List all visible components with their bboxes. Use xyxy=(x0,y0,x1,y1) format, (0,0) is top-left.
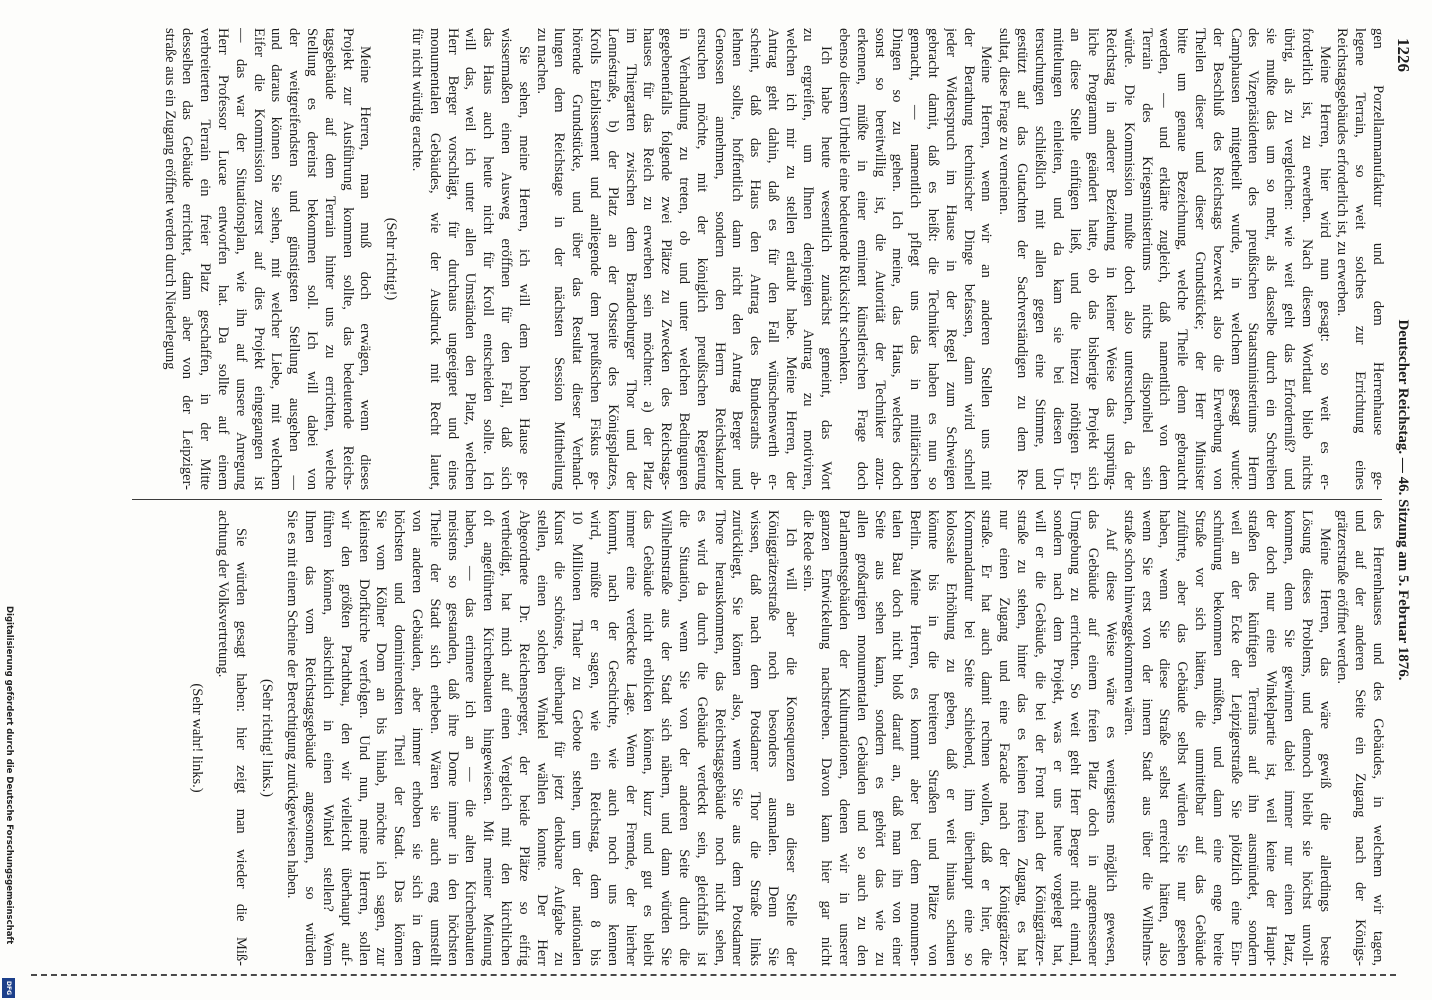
text-line: nur einen Zugang und eine Facade nach der Königgrätzer- xyxy=(996,510,1013,966)
text-line: es wird da durch die Gebäude verdeckt sein, gleichfalls ist xyxy=(693,510,710,966)
text-line: zuführte, aber das Gebäude selbst würden Sie nur gesehen xyxy=(1174,510,1191,966)
paragraph xyxy=(994,28,1332,490)
text-line: straße. Er hat auch damit rechnen wollen, daß er hier, die xyxy=(978,510,995,966)
text-line: straßen des künftigen Terrains auf ihn ausmündet, sondern xyxy=(1245,510,1262,966)
text-line: stellen, einen solchen Winkel wählen konnte. Der Herr xyxy=(533,510,550,966)
text-line: zu machen. xyxy=(533,28,550,95)
text-line: Sie es mit einem Scheine der Berechtigung zurückgewiesen haben. xyxy=(284,510,301,899)
text-line: im Thiergarten zwischen dem Brandenburger Thor und der xyxy=(622,28,639,490)
text-line: 10 Millionen Thaler zu Gebote stehen, um der nationalen xyxy=(569,510,586,966)
text-line: Wilhelmstraße aus der Stadt sich nähern, und dann würden Sie xyxy=(658,510,675,966)
text-line: würde. Die Kommission mußte doch also untersuchen, da der xyxy=(1120,28,1137,490)
text-line: der Berathung technischer Dinge befassen, dann wird schnell xyxy=(960,28,977,490)
text-line: Dingen so zu gehen. Ich meine, das Haus, welches doch xyxy=(889,28,906,490)
text-line: für nicht würdig erachte. xyxy=(408,28,425,172)
text-line: wissen, daß nach dem Potsdamer Thor die Straße links xyxy=(747,510,764,966)
text-line: desselben das Gebäude errichtet, dann aber von der Leipziger- xyxy=(179,28,196,490)
text-line: haben, wenn Sie diese Straße selbst erreicht hätten, also xyxy=(1156,510,1173,966)
text-line: das Gebäude nicht erblicken können, kurz und gut es bleibt xyxy=(640,510,657,966)
interjection: (Sehr richtig!) xyxy=(383,217,400,301)
text-line: Krolls Etablissement und anliegende dem preußischen Fiskus ge- xyxy=(586,28,603,490)
text-line: Terrain des Kriegsministeriums nichts disponibel sein xyxy=(1138,28,1155,490)
text-line: das Haus auch heute nicht für Kroll entscheiden sollte. Ich xyxy=(480,28,497,490)
text-line: das Gebäude auf einem freien Platz doch in angemessener xyxy=(1085,510,1102,966)
text-line: Parlamentsgebäuden der Kulturnationen, denen wir in unserer xyxy=(836,510,853,966)
text-line: Ich will aber die Konsequenzen an dieser Stelle der xyxy=(782,528,799,966)
text-line: Stellung es dereinst bekommen soll. Ich will dabei von xyxy=(303,28,320,490)
interjection: (Sehr richtig! links.) xyxy=(258,679,275,797)
paragraph xyxy=(407,28,532,490)
text-line: kleinsten Dorfkirche verfolgen. Und nun, meine Herren, sollen xyxy=(355,510,372,966)
text-line: straße zu stehen, hinter das es keinen freien Zugang, es hat xyxy=(1014,510,1031,966)
text-line: der weitgreifendsten und günstigsten Stellung ausgehen — xyxy=(286,28,303,490)
text-line: Sie sehen, meine Herren, ich will dem hohen Hause ge- xyxy=(515,46,532,490)
text-line: Eifer die Kommission zuerst auf dies Projekt eingegangen ist xyxy=(250,28,267,490)
text-line: höchsten und dominirendsten Theil der Stadt. Das können xyxy=(391,510,408,966)
text-line: Herr Professor Lucae entworfen hat. Da sollte auf einem xyxy=(215,28,231,490)
text-line: wenn Sie erst von der innern Stadt aus über die Wilhelms- xyxy=(1138,510,1155,966)
paragraph xyxy=(532,28,835,490)
text-line: könnte bis in die breiteren Straßen und Plätze von xyxy=(925,510,942,966)
text-line: Meine Herren, man muß doch erwägen, wenn dieses xyxy=(357,46,374,490)
text-line: allen großartigen monumentalen Gebäuden und so auch zu den xyxy=(853,510,870,966)
text-line: die Situation, wenn Sie von der anderen Seite durch die xyxy=(675,510,692,966)
digitization-note: Digitalisierung gefördert durch die Deutsche Forschungsgemeinschaft xyxy=(4,606,14,945)
text-line: übrig, als zu vergleichen: wie weit geht das Erforderniß? und xyxy=(1281,28,1298,490)
text-line: zu ergreifen, um Ihnen denjenigen Antrag zu motiviren, xyxy=(800,28,817,490)
text-line: führen können, absichtlich in einen Winkel stellen? Wenn xyxy=(319,510,336,966)
text-line: in Verhandlung zu treten, ob und unter welchen Bedingungen xyxy=(675,28,692,490)
text-line: schnürung bekommen müßten, und dann eine enge breite xyxy=(1209,510,1226,966)
text-line: monumentalen Gebäudes, wie der Ausdruck mit Recht lautet, xyxy=(426,28,443,490)
text-column-right xyxy=(179,510,1386,966)
text-line: erkennen, müßte in einer eminent künstlerischen Frage doch xyxy=(853,28,870,490)
paragraph xyxy=(1333,510,1386,966)
text-line: Kunst die schönste, überhaupt für jetzt denkbare Aufgabe zu xyxy=(551,510,568,966)
text-line: tagsgebäude auf dem Terrain hinter uns zu errichten, welche xyxy=(321,28,338,490)
text-line: gestützt auf das Gutachten der Sachverständigen zu dem Re- xyxy=(1014,28,1031,490)
text-line: an diese Stelle einfügen ließ, und die hierzu nöthigen Er- xyxy=(1067,28,1084,490)
running-title: Deutscher Reichstag. — 46. Sitzung am 5. Februar 1876. xyxy=(1395,319,1411,681)
interjection: (Sehr wahr! links.) xyxy=(189,683,206,793)
text-line: grätzerstraße eröffnet werden. xyxy=(1334,510,1351,685)
text-line: scheint, daß das Haus den Antrag des Bundesraths ab- xyxy=(747,28,764,490)
text-line: jeder Widerspruch im Hause in der Regel zum Schweigen xyxy=(942,28,959,490)
text-line: werden, — und erklärte zugleich, daß namentlich von dem xyxy=(1156,28,1173,490)
paragraph xyxy=(213,510,249,966)
text-line: und auf der anderen Seite ein Zugang nach der Königs- xyxy=(1352,510,1369,966)
text-line: Thore herauskommen, das Reichstagsgebäude noch nicht sehen, xyxy=(711,510,728,966)
text-line: Projekt zur Ausführung kommen sollte, das bedeutende Reichs- xyxy=(339,28,356,490)
text-line: wird, müßte er sagen, wie ein Reichstag, dem 8 bis xyxy=(586,510,603,966)
text-line: achtung der Volksvertretung. xyxy=(215,510,231,678)
text-line: Reichstag in anderer Beziehung in keiner Weise das ursprüng- xyxy=(1103,28,1120,490)
text-line: gen Porzellanmanufaktur und dem Herrenhause ge- xyxy=(1370,28,1386,490)
text-line: sie mußte das um so mehr, als dasselbe durch ein Schreiben xyxy=(1263,28,1280,490)
text-line: verbreiterten Terrain ein freier Platz geschaffen, in der Mitte xyxy=(197,28,214,490)
text-line: die Rede sein. xyxy=(800,510,817,592)
text-line: Abgeordnete Dr. Reichensperger, der beide Plätze so eifrig xyxy=(515,510,532,966)
text-line: Meine Herren, wenn wir an anderen Stellen uns mit xyxy=(978,46,995,490)
text-line: Kommandantur bei Seite schiebend, ihm überhaupt eine so xyxy=(960,510,977,966)
text-line: Auf diese Weise wäre es wenigstens möglich gewesen, xyxy=(1103,528,1120,966)
paragraph xyxy=(160,28,374,490)
text-line: weil an der Ecke der Leipzigerstraße Sie plötzlich eine Ein- xyxy=(1227,510,1244,966)
text-line: ganzen Entwickelung nachstreben. Davon kann hier gar nicht xyxy=(818,510,835,966)
text-line: Lösung dieses Problems, und dennoch bleibt sie höchst unvoll- xyxy=(1298,510,1315,966)
text-line: Meine Herren, hier wird nun gesagt: so weit es er- xyxy=(1316,46,1333,490)
text-line: will er die Gebäude, die bei der Front nach der Königgrätzer- xyxy=(1031,510,1048,966)
text-line: straße schon hinweggekommen wären. xyxy=(1120,510,1137,736)
text-line: immer eine verdeckte Lage. Wenn der Fremde, der hierher xyxy=(622,510,639,966)
text-line: mittelungen einleiten, und da kam sie bei diesen Un- xyxy=(1049,28,1066,490)
text-line: gebracht damit, daß es heißt: die Techniker haben es nun so xyxy=(925,28,942,490)
text-line: gegebenenfalls folgende zwei Plätze zu Zwecken des Reichstags- xyxy=(658,28,675,490)
text-line: Straße vor sich hätten, die unmittelbar auf das Gebäude xyxy=(1192,510,1209,966)
text-line: kolossale Erhöhung zu geben, daß er weit hinaus schauen xyxy=(942,510,959,966)
text-line: straße aus ein Zugang eröffnet werden durch Niederlegung xyxy=(161,28,178,370)
text-line: kommt, nach der Geschichte, wie auch noch uns kennen xyxy=(604,510,621,966)
text-line: welchen ich mir zu stellen erlaubt habe. Meine Herren, der xyxy=(782,28,799,490)
text-line: liche Programm geändert hatte, ob das bisherige Projekt sich xyxy=(1085,28,1102,490)
text-line: sultat, diese Frage zu verneinen. xyxy=(996,28,1013,215)
text-line: Meine Herren, das wäre gewiß die allerdings beste xyxy=(1316,528,1333,966)
scan-edge xyxy=(31,974,1396,976)
text-line: haben, — das erinnere ich an — die alten Kirchenbauten xyxy=(462,510,479,966)
text-line: Umgebung zu errichten. So weit geht Herr Berger nicht einmal, xyxy=(1067,510,1084,966)
text-line: kommen, denn Sie gewinnen dabei immer nur einen Platz, xyxy=(1281,510,1298,966)
text-line: zurückliegt, Sie können also, wenn Sie aus dem Potsdamer xyxy=(729,510,746,966)
text-line: Ihnen das vom Reichstagsgebäude angesonnen, so würden xyxy=(302,510,319,966)
text-line: ersuchen möchte, mit der königlich preußischen Regierung xyxy=(693,28,710,490)
text-line: des Herrenhauses und des Gebäudes, in welchem wir tagen, xyxy=(1370,510,1386,966)
text-line: Herr Berger vorschlägt, für durchaus ungeeignet und eines xyxy=(444,28,461,490)
text-line: ebenso diesem Urtheile eine bedeutende Rücksicht schenken. xyxy=(836,28,853,385)
text-line: talen Bau doch nicht bloß darauf an, daß man ihn von einer xyxy=(889,510,906,966)
text-line: Seite aus sehen kann, sondern es gehört das wie zu xyxy=(871,510,888,966)
text-line: Ich habe heute wesentlich zunächst gemeint, das Wort xyxy=(818,46,835,490)
text-line: Sie würden gesagt haben: hier zeigt man wieder die Miß- xyxy=(232,528,249,966)
text-line: wir den größten Prachtbau, den wir vielleicht überhaupt auf- xyxy=(337,510,354,966)
text-line: legene Terrain, so weit solches zur Errichtung eines xyxy=(1352,28,1369,490)
text-line: lungen dem Reichstage in der nächsten Session Mittheilung xyxy=(551,28,568,490)
text-line: von anderen Gebäuden, aber immer erhoben sie sich in dem xyxy=(408,510,425,966)
text-line: vertheidigt, hat mich auf einen Vergleich mit den kirchlichen xyxy=(497,510,514,966)
text-line: Lennéstraße, b) der Platz an der Ostseite des Königsplatzes, xyxy=(604,28,621,490)
text-line: Reichstagsgebäudes erforderlich ist, zu erwerben. xyxy=(1334,28,1351,317)
text-line: lehnen sollte, hoffentlich dann nicht den Antrag Berger und xyxy=(729,28,746,490)
text-column-left xyxy=(160,28,1386,490)
text-line: der Beschluß des Reichstags bezweckt also die Erwerbung von xyxy=(1209,28,1226,490)
text-line: Genossen annehmen, sondern den Herrn Reichskanzler xyxy=(711,28,728,490)
text-line: Antrag geht dahin, daß es für den Fall wünschenswerth er- xyxy=(764,28,781,490)
text-line: gemacht, — namentlich pflegt uns das in militärischen xyxy=(907,28,924,490)
text-line: sonst so bereitwillig ist, die Autorität der Techniker anzu- xyxy=(871,28,888,490)
dfg-logo: DFG xyxy=(2,978,15,998)
text-line: hauses für das Reich zu erwerben sein möchten: a) der Platz xyxy=(640,28,657,490)
text-line: Theile der Stadt sich erheben. Wären sie auch eng umstellt xyxy=(426,510,443,966)
text-line: tersuchungen schließlich mit allen gegen eine Stimme, und xyxy=(1031,28,1048,490)
column-rule xyxy=(132,499,1382,500)
text-line: wissermaßen einen Ausweg eröffnen für den Fall, daß sich xyxy=(497,28,514,490)
paragraph xyxy=(799,510,1119,966)
paragraph xyxy=(834,28,994,490)
text-line: forderlich ist, zu erwerben. Nach diesem Wortlaut blieb nichts xyxy=(1298,28,1315,490)
paragraph xyxy=(1333,28,1386,490)
text-line: hörende Grundstücke, und über das Resultat dieser Verhand- xyxy=(569,28,586,490)
paragraph xyxy=(1119,510,1333,966)
text-line: des Vizepräsidenten des preußischen Staatsministeriums Herrn xyxy=(1245,28,1262,490)
page-number: 1226 xyxy=(1394,38,1413,72)
text-line: und daraus können Sie sehen, mit welcher Liebe, mit welchem xyxy=(268,28,285,490)
text-line: der doch nur eine Winkelpartie ist, weil keine der Haupt- xyxy=(1263,510,1280,966)
text-line: Königgrätzerstraße noch besonders ausmalen. Denn Sie xyxy=(764,510,781,966)
text-line: sondern nach dem Projekt, was er uns heute vorgelegt hat, xyxy=(1049,510,1066,966)
text-line: Sie vom Kölner Dom an bis hinab, möchte ich sagen, zur xyxy=(373,510,390,966)
text-line: bitte um genaue Bezeichnung, welche Theile denn gebraucht xyxy=(1174,28,1191,490)
text-line: meistens so gestanden, daß ihre Dome immer in den höchsten xyxy=(444,510,461,966)
text-line: oft angeführten Kirchenbauten hingewiesen. Mit meiner Meinung xyxy=(480,510,497,966)
text-line: — das war der Situationsplan, wie ihn auf unsere Anregung xyxy=(232,28,249,490)
text-line: will das, weil ich unter allen Umständen den Platz, welchen xyxy=(462,28,479,490)
text-line: Camphausen mitgetheilt wurde, in welchem gesagt wurde: xyxy=(1227,28,1244,490)
text-line: Theilen dieser und dieser Grundstücke; der Herr Minister xyxy=(1192,28,1209,490)
text-line: Berlin. Meine Herren, es kommt aber bei dem monumen- xyxy=(907,510,924,966)
paragraph xyxy=(283,510,799,966)
